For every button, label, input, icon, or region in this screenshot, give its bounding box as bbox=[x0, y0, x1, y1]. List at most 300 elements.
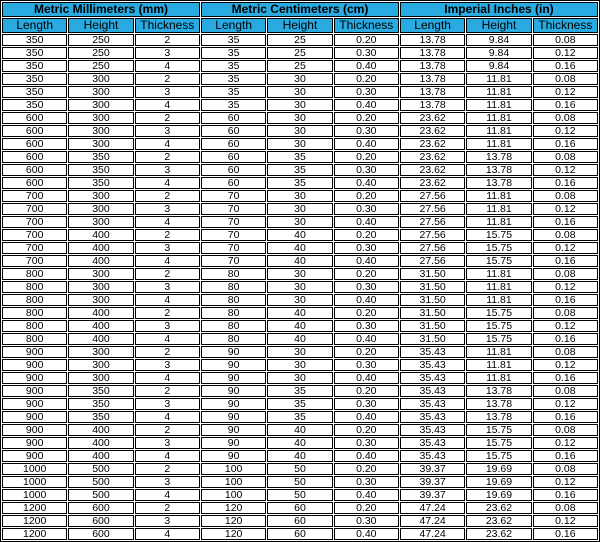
table-row bbox=[2, 60, 598, 72]
table-cell: 3 bbox=[135, 86, 200, 98]
table-cell: 350 bbox=[2, 34, 67, 46]
table-cell: 40 bbox=[267, 450, 332, 462]
table-cell: 2 bbox=[135, 346, 200, 358]
table-cell: 11.81 bbox=[466, 359, 531, 371]
table-cell: 11.81 bbox=[466, 203, 531, 215]
table-cell: 900 bbox=[2, 450, 67, 462]
table-cell: 0.30 bbox=[334, 476, 399, 488]
table-row bbox=[2, 125, 598, 137]
table-cell: 60 bbox=[267, 515, 332, 527]
col-header-thickness-cm: Thickness bbox=[334, 18, 399, 33]
table-cell: 350 bbox=[68, 177, 133, 189]
table-cell: 250 bbox=[68, 34, 133, 46]
table-row bbox=[2, 411, 598, 423]
table-cell: 2 bbox=[135, 307, 200, 319]
table-cell: 70 bbox=[201, 190, 266, 202]
table-cell: 300 bbox=[68, 216, 133, 228]
table-cell: 30 bbox=[267, 125, 332, 137]
table-cell: 13.78 bbox=[466, 177, 531, 189]
table-cell: 1200 bbox=[2, 515, 67, 527]
table-cell: 15.75 bbox=[466, 242, 531, 254]
table-cell: 0.20 bbox=[334, 151, 399, 163]
table-cell: 0.20 bbox=[334, 190, 399, 202]
table-cell: 2 bbox=[135, 229, 200, 241]
table-cell: 900 bbox=[2, 346, 67, 358]
table-cell: 0.08 bbox=[533, 307, 598, 319]
table-cell: 0.08 bbox=[533, 463, 598, 475]
table-cell: 0.30 bbox=[334, 164, 399, 176]
table-cell: 700 bbox=[2, 216, 67, 228]
table-cell: 11.81 bbox=[466, 86, 531, 98]
table-cell: 30 bbox=[267, 216, 332, 228]
table-cell: 0.20 bbox=[334, 73, 399, 85]
table-cell: 0.30 bbox=[334, 437, 399, 449]
table-cell: 70 bbox=[201, 203, 266, 215]
table-row bbox=[2, 281, 598, 293]
table-row bbox=[2, 47, 598, 59]
table-cell: 800 bbox=[2, 281, 67, 293]
table-cell: 35.43 bbox=[400, 450, 465, 462]
table-cell: 0.16 bbox=[533, 255, 598, 267]
table-cell: 2 bbox=[135, 268, 200, 280]
table-cell: 0.40 bbox=[334, 489, 399, 501]
table-cell: 800 bbox=[2, 294, 67, 306]
table-cell: 27.56 bbox=[400, 216, 465, 228]
table-cell: 80 bbox=[201, 333, 266, 345]
table-cell: 60 bbox=[201, 138, 266, 150]
table-cell: 4 bbox=[135, 177, 200, 189]
table-cell: 0.12 bbox=[533, 515, 598, 527]
table-cell: 700 bbox=[2, 255, 67, 267]
table-cell: 800 bbox=[2, 307, 67, 319]
table-row bbox=[2, 320, 598, 332]
table-cell: 35 bbox=[201, 99, 266, 111]
col-header-thickness-in: Thickness bbox=[533, 18, 598, 33]
table-cell: 90 bbox=[201, 398, 266, 410]
table-cell: 0.20 bbox=[334, 424, 399, 436]
table-cell: 35.43 bbox=[400, 411, 465, 423]
table-cell: 100 bbox=[201, 476, 266, 488]
table-cell: 30 bbox=[267, 190, 332, 202]
table-cell: 13.78 bbox=[466, 411, 531, 423]
table-cell: 3 bbox=[135, 242, 200, 254]
table-cell: 90 bbox=[201, 359, 266, 371]
table-cell: 0.08 bbox=[533, 151, 598, 163]
table-cell: 0.40 bbox=[334, 294, 399, 306]
table-cell: 35.43 bbox=[400, 359, 465, 371]
table-row bbox=[2, 359, 598, 371]
table-cell: 0.40 bbox=[334, 528, 399, 540]
table-cell: 40 bbox=[267, 333, 332, 345]
table-row bbox=[2, 151, 598, 163]
table-cell: 35 bbox=[201, 34, 266, 46]
table-cell: 47.24 bbox=[400, 528, 465, 540]
table-cell: 80 bbox=[201, 320, 266, 332]
table-cell: 39.37 bbox=[400, 463, 465, 475]
table-cell: 35 bbox=[201, 47, 266, 59]
table-cell: 31.50 bbox=[400, 307, 465, 319]
table-cell: 120 bbox=[201, 515, 266, 527]
table-cell: 400 bbox=[68, 437, 133, 449]
table-cell: 40 bbox=[267, 307, 332, 319]
table-cell: 11.81 bbox=[466, 73, 531, 85]
table-cell: 400 bbox=[68, 333, 133, 345]
table-cell: 13.78 bbox=[466, 151, 531, 163]
table-row bbox=[2, 450, 598, 462]
table-row bbox=[2, 476, 598, 488]
table-cell: 70 bbox=[201, 242, 266, 254]
table-cell: 30 bbox=[267, 372, 332, 384]
col-header-height-in: Height bbox=[466, 18, 531, 33]
table-cell: 25 bbox=[267, 34, 332, 46]
table-cell: 90 bbox=[201, 346, 266, 358]
table-cell: 0.16 bbox=[533, 177, 598, 189]
table-cell: 13.78 bbox=[466, 398, 531, 410]
table-cell: 9.84 bbox=[466, 47, 531, 59]
table-cell: 15.75 bbox=[466, 229, 531, 241]
table-cell: 0.08 bbox=[533, 346, 598, 358]
table-cell: 4 bbox=[135, 60, 200, 72]
table-body bbox=[2, 34, 598, 540]
table-cell: 4 bbox=[135, 489, 200, 501]
col-header-height-mm: Height bbox=[68, 18, 133, 33]
table-cell: 0.16 bbox=[533, 138, 598, 150]
table-cell: 0.16 bbox=[533, 99, 598, 111]
table-cell: 2 bbox=[135, 190, 200, 202]
table-cell: 350 bbox=[2, 73, 67, 85]
table-cell: 2 bbox=[135, 151, 200, 163]
table-cell: 0.20 bbox=[334, 385, 399, 397]
table-cell: 30 bbox=[267, 86, 332, 98]
table-cell: 3 bbox=[135, 47, 200, 59]
table-row bbox=[2, 307, 598, 319]
table-cell: 100 bbox=[201, 463, 266, 475]
table-row bbox=[2, 268, 598, 280]
table-cell: 0.40 bbox=[334, 372, 399, 384]
table-cell: 80 bbox=[201, 281, 266, 293]
table-cell: 40 bbox=[267, 242, 332, 254]
table-cell: 90 bbox=[201, 385, 266, 397]
table-cell: 300 bbox=[68, 359, 133, 371]
table-cell: 900 bbox=[2, 372, 67, 384]
table-cell: 11.81 bbox=[466, 125, 531, 137]
table-cell: 35 bbox=[267, 164, 332, 176]
table-row bbox=[2, 203, 598, 215]
table-cell: 700 bbox=[2, 190, 67, 202]
table-cell: 35 bbox=[267, 177, 332, 189]
table-cell: 90 bbox=[201, 372, 266, 384]
table-cell: 40 bbox=[267, 229, 332, 241]
table-cell: 700 bbox=[2, 242, 67, 254]
table-cell: 40 bbox=[267, 437, 332, 449]
table-cell: 60 bbox=[201, 151, 266, 163]
table-row bbox=[2, 73, 598, 85]
table-cell: 11.81 bbox=[466, 190, 531, 202]
table-cell: 2 bbox=[135, 424, 200, 436]
table-cell: 60 bbox=[201, 125, 266, 137]
table-cell: 300 bbox=[68, 346, 133, 358]
table-cell: 300 bbox=[68, 86, 133, 98]
table-cell: 700 bbox=[2, 203, 67, 215]
table-row bbox=[2, 216, 598, 228]
table-cell: 39.37 bbox=[400, 476, 465, 488]
table-cell: 50 bbox=[267, 463, 332, 475]
table-cell: 0.20 bbox=[334, 112, 399, 124]
table-cell: 0.40 bbox=[334, 138, 399, 150]
table-cell: 4 bbox=[135, 138, 200, 150]
table-cell: 30 bbox=[267, 281, 332, 293]
table-cell: 600 bbox=[2, 125, 67, 137]
table-cell: 4 bbox=[135, 255, 200, 267]
table-cell: 23.62 bbox=[400, 112, 465, 124]
table-cell: 800 bbox=[2, 320, 67, 332]
table-cell: 600 bbox=[2, 151, 67, 163]
table-cell: 4 bbox=[135, 372, 200, 384]
table-cell: 40 bbox=[267, 255, 332, 267]
table-cell: 400 bbox=[68, 255, 133, 267]
table-cell: 4 bbox=[135, 528, 200, 540]
table-cell: 0.40 bbox=[334, 99, 399, 111]
table-cell: 25 bbox=[267, 60, 332, 72]
col-header-length-mm: Length bbox=[2, 18, 67, 33]
table-cell: 11.81 bbox=[466, 268, 531, 280]
table-cell: 35 bbox=[201, 86, 266, 98]
table-cell: 0.16 bbox=[533, 528, 598, 540]
table-cell: 3 bbox=[135, 164, 200, 176]
table-cell: 0.30 bbox=[334, 320, 399, 332]
table-cell: 35 bbox=[267, 398, 332, 410]
table-cell: 0.16 bbox=[533, 294, 598, 306]
table-row bbox=[2, 99, 598, 111]
table-cell: 0.40 bbox=[334, 333, 399, 345]
table-cell: 600 bbox=[2, 177, 67, 189]
table-cell: 60 bbox=[201, 112, 266, 124]
table-cell: 0.16 bbox=[533, 333, 598, 345]
table-cell: 50 bbox=[267, 489, 332, 501]
table-cell: 0.16 bbox=[533, 372, 598, 384]
table-cell: 23.62 bbox=[400, 125, 465, 137]
table-cell: 3 bbox=[135, 281, 200, 293]
table-cell: 0.08 bbox=[533, 112, 598, 124]
table-cell: 0.20 bbox=[334, 346, 399, 358]
table-row bbox=[2, 255, 598, 267]
table-cell: 120 bbox=[201, 528, 266, 540]
table-row bbox=[2, 515, 598, 527]
table-cell: 250 bbox=[68, 60, 133, 72]
table-cell: 400 bbox=[68, 229, 133, 241]
table-cell: 3 bbox=[135, 320, 200, 332]
table-cell: 0.20 bbox=[334, 502, 399, 514]
table-cell: 0.12 bbox=[533, 203, 598, 215]
table-cell: 400 bbox=[68, 242, 133, 254]
table-cell: 0.20 bbox=[334, 307, 399, 319]
table-row bbox=[2, 489, 598, 501]
table-cell: 800 bbox=[2, 268, 67, 280]
table-cell: 90 bbox=[201, 424, 266, 436]
table-cell: 600 bbox=[68, 502, 133, 514]
table-cell: 35.43 bbox=[400, 424, 465, 436]
table-cell: 500 bbox=[68, 476, 133, 488]
table-row bbox=[2, 333, 598, 345]
table-row bbox=[2, 424, 598, 436]
table-cell: 30 bbox=[267, 99, 332, 111]
table-cell: 2 bbox=[135, 73, 200, 85]
table-cell: 23.62 bbox=[400, 164, 465, 176]
table-cell: 35.43 bbox=[400, 398, 465, 410]
table-cell: 50 bbox=[267, 476, 332, 488]
table-cell: 90 bbox=[201, 450, 266, 462]
table-row bbox=[2, 294, 598, 306]
table-cell: 15.75 bbox=[466, 255, 531, 267]
table-cell: 13.78 bbox=[466, 385, 531, 397]
table-cell: 0.40 bbox=[334, 177, 399, 189]
table-cell: 350 bbox=[68, 385, 133, 397]
table-cell: 300 bbox=[68, 294, 133, 306]
table-cell: 4 bbox=[135, 216, 200, 228]
table-cell: 13.78 bbox=[400, 34, 465, 46]
table-cell: 11.81 bbox=[466, 372, 531, 384]
table-cell: 70 bbox=[201, 216, 266, 228]
table-cell: 19.69 bbox=[466, 476, 531, 488]
table-cell: 23.62 bbox=[466, 528, 531, 540]
table-cell: 0.20 bbox=[334, 463, 399, 475]
table-cell: 0.30 bbox=[334, 47, 399, 59]
table-cell: 19.69 bbox=[466, 489, 531, 501]
table-cell: 70 bbox=[201, 229, 266, 241]
table-cell: 11.81 bbox=[466, 138, 531, 150]
table-row bbox=[2, 502, 598, 514]
table-cell: 350 bbox=[68, 151, 133, 163]
section-header-metric-cm: Metric Centimeters (cm) bbox=[201, 2, 399, 17]
table-cell: 3 bbox=[135, 515, 200, 527]
table-cell: 27.56 bbox=[400, 190, 465, 202]
table-cell: 0.40 bbox=[334, 216, 399, 228]
table-cell: 300 bbox=[68, 268, 133, 280]
table-cell: 27.56 bbox=[400, 229, 465, 241]
table-cell: 1000 bbox=[2, 463, 67, 475]
table-cell: 35 bbox=[267, 385, 332, 397]
table-cell: 700 bbox=[2, 229, 67, 241]
table-cell: 35 bbox=[267, 151, 332, 163]
table-cell: 80 bbox=[201, 268, 266, 280]
table-cell: 47.24 bbox=[400, 515, 465, 527]
table-cell: 25 bbox=[267, 47, 332, 59]
table-cell: 300 bbox=[68, 73, 133, 85]
table-cell: 40 bbox=[267, 424, 332, 436]
table-cell: 23.62 bbox=[400, 138, 465, 150]
col-header-length-cm: Length bbox=[201, 18, 266, 33]
table-cell: 19.69 bbox=[466, 463, 531, 475]
table-cell: 15.75 bbox=[466, 424, 531, 436]
table-cell: 35 bbox=[201, 73, 266, 85]
table-cell: 0.30 bbox=[334, 86, 399, 98]
table-cell: 900 bbox=[2, 411, 67, 423]
table-cell: 35.43 bbox=[400, 437, 465, 449]
table-cell: 2 bbox=[135, 502, 200, 514]
table-cell: 27.56 bbox=[400, 242, 465, 254]
table-cell: 30 bbox=[267, 268, 332, 280]
table-cell: 0.40 bbox=[334, 60, 399, 72]
table-cell: 400 bbox=[68, 307, 133, 319]
table-cell: 11.81 bbox=[466, 216, 531, 228]
table-cell: 0.12 bbox=[533, 320, 598, 332]
table-cell: 600 bbox=[2, 112, 67, 124]
section-title-row bbox=[2, 2, 598, 17]
table-row bbox=[2, 190, 598, 202]
table-cell: 0.08 bbox=[533, 229, 598, 241]
table-cell: 600 bbox=[2, 164, 67, 176]
table-cell: 0.12 bbox=[533, 398, 598, 410]
table-cell: 4 bbox=[135, 99, 200, 111]
table-cell: 300 bbox=[68, 372, 133, 384]
table-cell: 400 bbox=[68, 320, 133, 332]
table-cell: 11.81 bbox=[466, 346, 531, 358]
table-cell: 2 bbox=[135, 112, 200, 124]
table-cell: 300 bbox=[68, 203, 133, 215]
table-cell: 1000 bbox=[2, 476, 67, 488]
table-cell: 120 bbox=[201, 502, 266, 514]
table-cell: 3 bbox=[135, 437, 200, 449]
table-row bbox=[2, 177, 598, 189]
table-cell: 30 bbox=[267, 346, 332, 358]
table-cell: 35.43 bbox=[400, 346, 465, 358]
table-cell: 39.37 bbox=[400, 489, 465, 501]
table-cell: 900 bbox=[2, 359, 67, 371]
table-cell: 0.12 bbox=[533, 359, 598, 371]
table-cell: 0.08 bbox=[533, 34, 598, 46]
table-cell: 100 bbox=[201, 489, 266, 501]
table-row bbox=[2, 34, 598, 46]
table-cell: 350 bbox=[68, 411, 133, 423]
table-cell: 400 bbox=[68, 424, 133, 436]
table-row bbox=[2, 164, 598, 176]
table-row bbox=[2, 372, 598, 384]
table-cell: 900 bbox=[2, 385, 67, 397]
table-cell: 3 bbox=[135, 398, 200, 410]
table-cell: 0.20 bbox=[334, 229, 399, 241]
table-row bbox=[2, 346, 598, 358]
table-row bbox=[2, 138, 598, 150]
table-row bbox=[2, 398, 598, 410]
table-cell: 350 bbox=[2, 86, 67, 98]
table-cell: 0.12 bbox=[533, 242, 598, 254]
table-cell: 0.08 bbox=[533, 502, 598, 514]
table-cell: 600 bbox=[68, 528, 133, 540]
table-cell: 13.78 bbox=[400, 86, 465, 98]
table-cell: 13.78 bbox=[400, 47, 465, 59]
section-header-metric-mm: Metric Millimeters (mm) bbox=[2, 2, 200, 17]
table-cell: 9.84 bbox=[466, 34, 531, 46]
table-row bbox=[2, 229, 598, 241]
table-cell: 0.08 bbox=[533, 73, 598, 85]
table-cell: 13.78 bbox=[400, 73, 465, 85]
table-row bbox=[2, 112, 598, 124]
table-cell: 47.24 bbox=[400, 502, 465, 514]
table-cell: 0.08 bbox=[533, 190, 598, 202]
table-cell: 15.75 bbox=[466, 450, 531, 462]
column-header-row bbox=[2, 18, 598, 33]
table-cell: 400 bbox=[68, 450, 133, 462]
table-cell: 15.75 bbox=[466, 307, 531, 319]
table-cell: 0.40 bbox=[334, 411, 399, 423]
table-cell: 0.16 bbox=[533, 489, 598, 501]
table-cell: 500 bbox=[68, 489, 133, 501]
table-cell: 0.40 bbox=[334, 255, 399, 267]
table-cell: 30 bbox=[267, 294, 332, 306]
table-row bbox=[2, 86, 598, 98]
table-cell: 0.30 bbox=[334, 242, 399, 254]
table-cell: 31.50 bbox=[400, 294, 465, 306]
